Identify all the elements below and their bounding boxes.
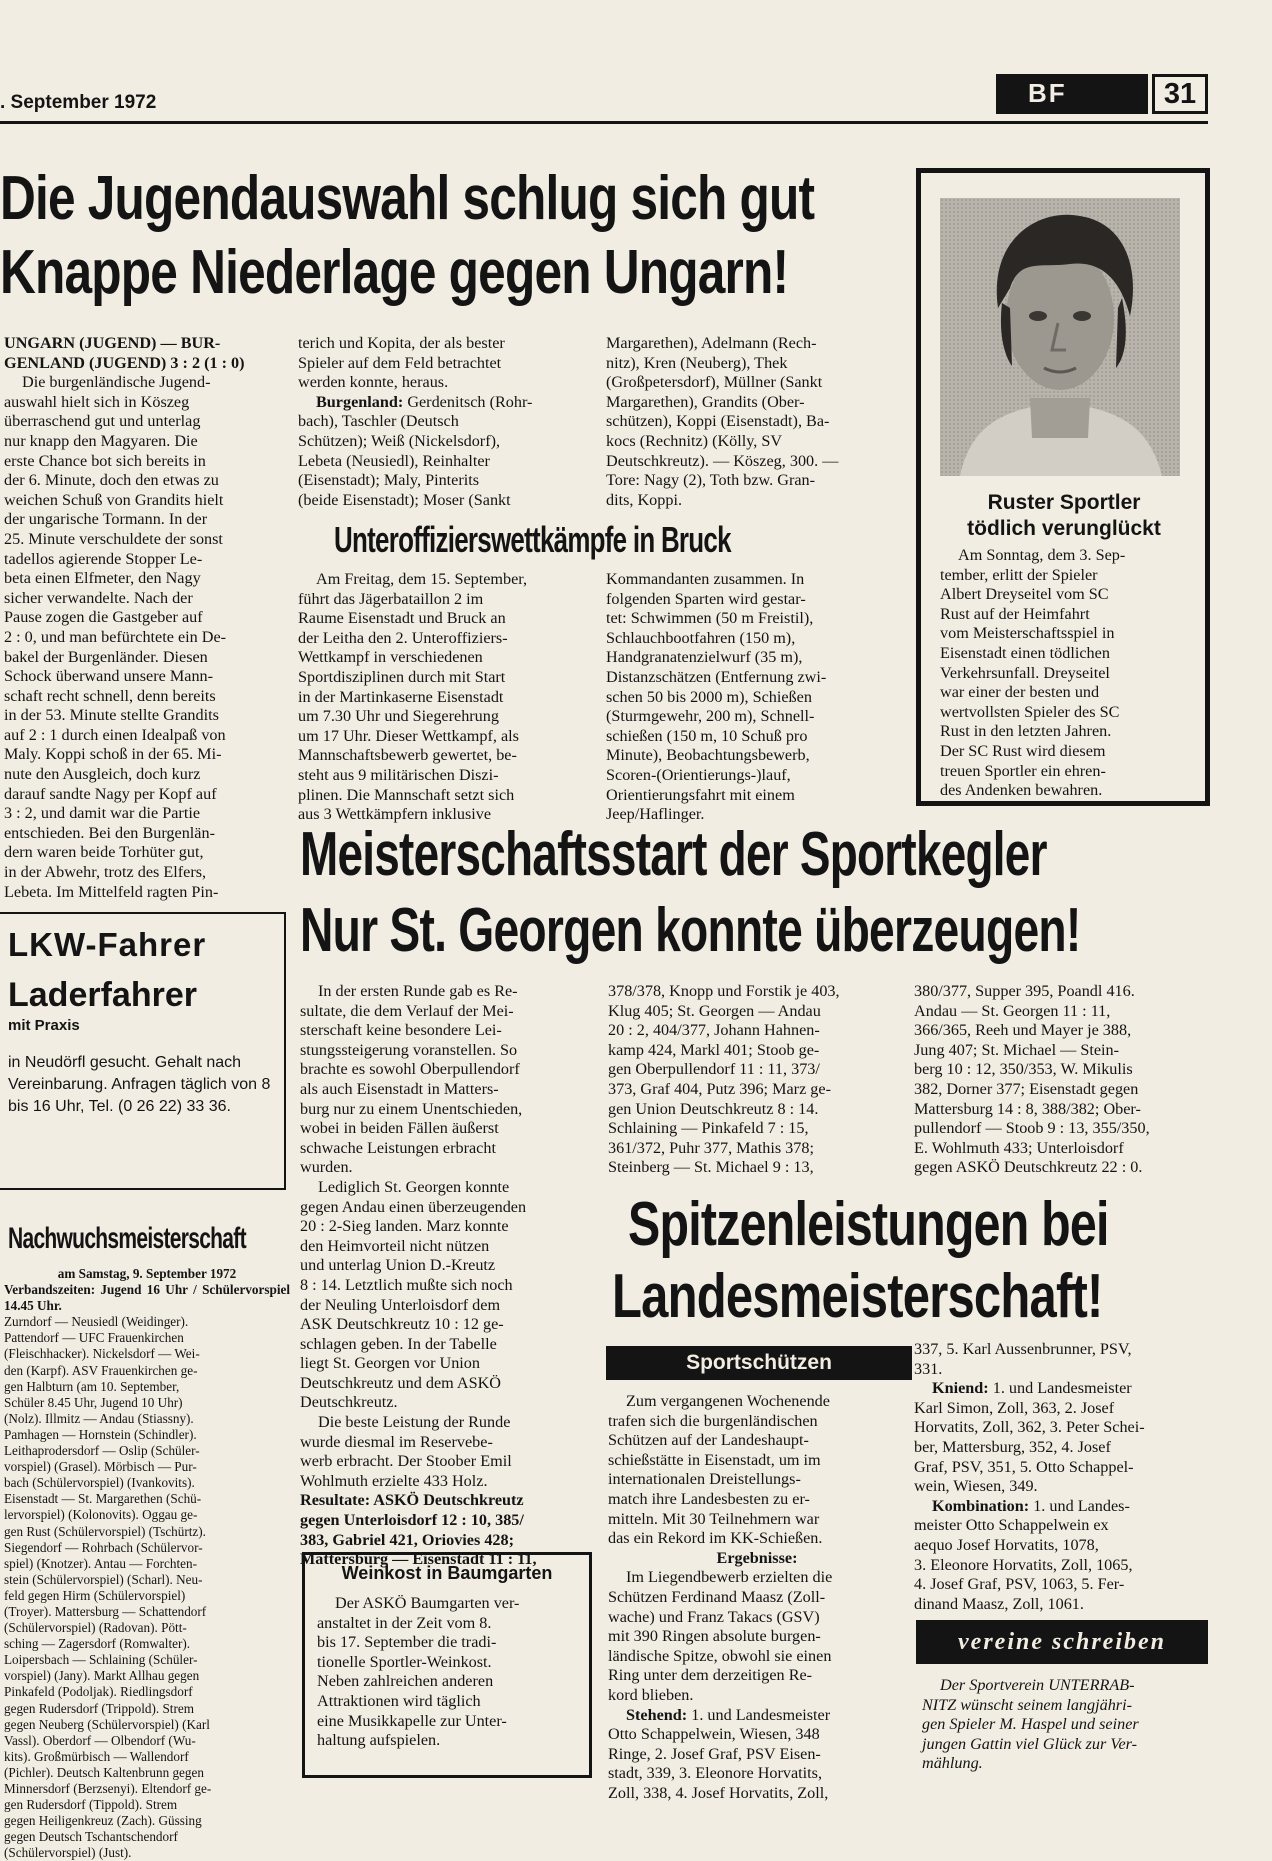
article1-body1: Die burgenländische Jugend- auswahl hielt sich in Köszeg überraschend gut und unterlag nur knapp den Magyaren. Die erste Chance bot sich bereits in der 6. Minute, doch den etwas zu weichen Schuß von Grandits hielt der ungarische Tormann. In der 25. Minute verschuldete der sonst tadellos agierende Stopper Le- beta einen Elfmeter, den Nagy sicher verwandelte. Nach der Pause zogen die Gastgeber auf 2 : 0, und man befürchtete ein De- bakel der Burgenländer. Diesen Schock überwand unsere Mann- schaft recht schnell, denn bereits in der 53. Minute stellte Grandits auf 2 : 1 durch einen Idealpaß von Maly. Koppi schoß in der 65. Mi- nute den Ausgleich, doch kurz darauf sandte Nagy per Kopf auf 3 : 2, und damit war die Partie entschieden. Bei den Burgenlän- dern waren beide Torhüter gut, in der Abwehr, trotz des Elfers, Lebeta. Im Mittelfeld ragten Pin- xyxy=(4,373,227,901)
article2-col2 xyxy=(606,570,906,824)
job-ad xyxy=(0,912,286,1190)
issue-date: . September 1972 xyxy=(0,92,157,113)
headline-spitzenleistungen: Spitzenleistungen bei xyxy=(628,1190,1109,1259)
article4-body1b: Im Liegendbewerb erzielten die Schützen Ferdinand Maasz (Zoll- wache) und Franz Takacs (GSV) mit 390 Ringen absolute burgen- ländische Spitze, obwohl sie einen Ring unter dem derzeitigen Re- kord blieben. xyxy=(608,1568,833,1704)
headline-jugendauswahl: Die Jugendauswahl schlug sich gut xyxy=(0,164,815,233)
headline-unteroffiziere: Unteroffizierswettkämpfe in Bruck xyxy=(334,519,731,560)
nachwuchs-date: am Samstag, 9. September 1972 xyxy=(57,1266,237,1281)
article4-stehend-text: 1. und Landesmeister Otto Schappelwein, Wiesen, 348 Ringe, 2. Josef Graf, PSV Eisen- stadt, 339, 3. Eleonore Horvatits, Zoll, 338, 4. Josef Horvatits, Zoll, xyxy=(608,1705,831,1802)
vereine-text: Der Sportverein UNTERRAB- NITZ wünscht seinem langjähri- gen Spieler M. Haspel und seiner jungen Gattin viel Glück zur Ver- mählung. xyxy=(922,1676,1139,1773)
article4-kniend-text: 1. und Landesmeister Karl Simon, Zoll, 363, 2. Josef Horvatits, Zoll, 362, 3. Peter Schei- ber, Mattersburg, 352, 4. Josef Graf, PSV, 351, 5. Otto Schappel- wein, Wiesen, 349. xyxy=(914,1379,1145,1496)
ad-line3: mit Praxis xyxy=(8,1017,80,1034)
article3-col3 xyxy=(914,982,1208,1182)
article1-col3 xyxy=(606,334,906,509)
article4-kniend-label: Kniend: xyxy=(932,1379,989,1398)
headline-st-georgen: Nur St. Georgen konnte überzeugen! xyxy=(300,896,1081,965)
header-rule xyxy=(0,121,1208,124)
article1-burgenland-label: Burgenland: xyxy=(316,392,404,411)
article4-col2 xyxy=(914,1340,1208,1613)
article3-body1: In der ersten Runde gab es Re- sultate, die dem Verlauf der Mei- sterschaft keine besondere Lei- stungssteigerung voranstellen. So brachte es sowohl Oberpullendorf als auch Eisenstadt in Matters- burg nur zu einem Unentschieden, wobei in beiden Fällen äußerst schwache Leistungen erbracht wurden. xyxy=(300,982,523,1177)
player-photo xyxy=(940,198,1180,476)
headline-kegler: Meisterschaftsstart der Sportkegler xyxy=(300,820,1047,889)
article4-kombination-text: 1. und Landes- meister Otto Schappelwein ex aequo Josef Horvatits, 1078, 3. Eleonore Horvatits, Zoll, 1065, 4. Josef Graf, PSV, 1063, 5. Fer- dinand Maasz, Zoll, 1061. xyxy=(914,1496,1133,1613)
ad-line2: Laderfahrer xyxy=(8,976,197,1014)
article4-body1: Zum vergangenen Wochenende trafen sich die burgenländischen Schützen auf der Landeshaupt- schießstätte in Eisenstadt, um im internationalen Dreistellungs- match ihre Landesbesten zu er- mitteln. Mit 30 Teilnehmern war das ein Rekord im KK-Schießen. xyxy=(608,1392,830,1548)
article1-body2b xyxy=(298,393,594,511)
article2-col1 xyxy=(298,570,594,824)
article2-body1: Am Freitag, dem 15. September, führt das Jägerbataillon 2 im Raume Eisenstadt und Bruck an der Leitha den 2. Unteroffiziers- Wettkampf in verschiedenen Sportdisziplinen durch mit Start in der Martinkaserne Eisenstadt um 7.30 Uhr und Siegerehrung um 17 Uhr. Dieser Wettkampf, als Mannschaftsbewerb gewertet, be- steht aus 9 militärischen Diszi- plinen. Die Mannschaft setzt sich aus 3 Wettkämpfern inklusive xyxy=(298,570,528,824)
article3-col2 xyxy=(608,982,906,1182)
article1-body3: Margarethen), Adelmann (Rech- nitz), Kren (Neuberg), Thek (Großpetersdorf), Müllner (Sankt Margarethen), Grandits (Ober- schützen), Koppi (Eisenstadt), Ba- kocs (Rechnitz) (Kölly, SV Deutschkreutz). — Köszeg, 300. — Tore: Nagy (2), Toth bzw. Gran- dits, Koppi. xyxy=(606,334,839,509)
weinkost-text: Der ASKÖ Baumgarten ver- anstaltet in der Zeit vom 8. bis 17. September die tradi- tionelle Sportler-Weinkost. Neben zahlreichen anderen Attraktionen wird täglich eine Musikkapelle zur Unter- haltung aufspielen. xyxy=(317,1594,520,1750)
nachwuchs-times: Verbandszeiten: Jugend 16 Uhr / Schülervorspiel 14.45 Uhr. xyxy=(4,1282,290,1314)
headline-landesmeisterschaft: Landesmeisterschaft! xyxy=(612,1262,1103,1331)
weinkost-title: Weinkost in Baumgarten xyxy=(341,1563,553,1583)
article3-body1c: Die beste Leistung der Runde wurde diesmal im Reservebe- werb erbracht. Der Stoober Emil Wohlmuth erzielte 433 Holz. xyxy=(300,1413,512,1490)
article1-col1 xyxy=(4,334,286,901)
article3-results: Resultate: ASKÖ Deutschkreutz gegen Unterloisdorf 12 : 10, 385/ 383, Gabriel 421, Oriovies 428; Mattersburg — Eisenstadt 11 : 11, xyxy=(300,1491,537,1569)
article2-body2: Kommandanten zusammen. In folgenden Sparten wird gestar- tet: Schwimmen (50 m Freistil), Schlauchbootfahren (150 m), Handgranatenzielwurf (35 m), Distanzschätzen (Entfernung zwi- schen 50 bis 2000 m), Schießen (Sturmgewehr, 200 m), Schnell- schießen (150 m, 10 Schuß pro Minute), Beobachtungsbewerb, Scoren-(Orientierungs-)lauf, Orientierungsfahrt mit einem Jeep/Haflinger. xyxy=(606,570,827,824)
ad-line4: in Neudörfl gesucht. Gehalt nach Vereinbarung. Anfragen täglich von 8 bis 16 Uhr, Tel. (0 26 22) 33 36. xyxy=(8,1054,271,1115)
article1-body2a: terich und Kopita, der als bester Spieler auf dem Feld betrachtet werden konnte, heraus. xyxy=(298,334,505,392)
article3-body3: 380/377, Supper 395, Poandl 416. Andau — St. Georgen 11 : 11, 366/365, Reeh und Mayer je 388, Jung 407; St. Michael — Stein- berg 10 : 12, 350/353, W. Mikulis 382, Dorner 377; Eisenstadt gegen Mattersburg 14 : 8, 388/382; Ober- pullendorf — Stoob 9 : 13, 355/350, E. Wohlmuth 433; Unterloisdorf gegen ASKÖ Deutschkreutz 22 : 0. xyxy=(914,982,1150,1177)
weinkost-box xyxy=(302,1552,592,1778)
nachwuchs-body xyxy=(4,1266,290,1861)
nachwuchs-fixtures: Zurndorf — Neusiedl (Weidinger). Pattendorf — UFC Frauenkirchen (Fleischhacker). Nickelsdorf — Wei- den (Karpf). ASV Frauenkirchen ge- gen Halbturn (am 10. September, Schüler 8.45 Uhr, Jugend 10 Uhr) (Nolz). Illmitz — Andau (Stiassny). Pamhagen — Hornstein (Schindler). Leithaprodersdorf — Oslip (Schüler- vorspiel) (Grasel). Mörbisch — Pur- bach (Schülervorspiel) (Ivankovits). Eisenstadt — St. Margarethen (Schü- lervorspiel) (Kolonovits). Oggau ge- gen Rust (Schülervorspiel) (Tschürtz). Siegendorf — Rohrbach (Schülervor- spiel) (Knotzer). Antau — Forchten- stein (Schülervorspiel) (Scharl). Neu- feld gegen Hirm (Schülervorspiel) (Troyer). Mattersburg — Schattendorf (Schülervorspiel) (Radovan). Pött- sching — Zagersdorf (Romwalter). Loipersbach — Schlaining (Schüler- vorspiel) (Jany). Markt Allhau gegen Pinkafeld (Podoljak). Riedlingsdorf gegen Rudersdorf (Trippold). Strem gegen Neuberg (Schülervorspiel) (Karl Vassl). Oberdorf — Olbendorf (Wu- kits). Großmürbisch — Wallendorf (Pichler). Deutsch Kaltenbrunn gegen Minnersdorf (Berzsenyi). Eltendorf ge- gen Rudersdorf (Tippold). Strem gegen Heiligenkreuz (Zach). Güssing gegen Deutsch Tschantschendorf (Schülervorspiel) (Just). xyxy=(4,1314,212,1861)
article1-lead: UNGARN (JUGEND) — BUR- GENLAND (JUGEND) 3 : 2 (1 : 0) xyxy=(4,334,245,372)
article4-results-label: Ergebnisse: xyxy=(716,1548,798,1567)
ad-line1: LKW-Fahrer xyxy=(8,926,207,963)
article1-col2 xyxy=(298,334,594,509)
obituary-text: Am Sonntag, dem 3. Sep- tember, erlitt der Spieler Albert Dreyseitel vom SC Rust auf der Heimfahrt vom Meisterschaftsspiel in Eisenstadt einen tödlichen Verkehrsunfall. Dreyseitel war einer der besten und wertvollsten Spieler des SC Rust in den letzten Jahren. Der SC Rust wird diesem treuen Sportler ein ehren- des Andenken bewahren. xyxy=(940,546,1126,800)
article1-burgenland-text: Gerdenitsch (Rohr- bach), Taschler (Deutsch Schützen); Weiß (Nickelsdorf), Lebeta (Neusiedl), Reinhalter (Eisenstadt); Maly, Pinterits (beide Eisenstadt); Moser (Sankt xyxy=(298,392,533,509)
article4-body2a: 337, 5. Karl Aussenbrunner, PSV, 331. xyxy=(914,1340,1132,1378)
article3-body2: 378/378, Knopp und Forstik je 403, Klug 405; St. Georgen — Andau 20 : 2, 404/377, Johann Hahnen- kamp 424, Markl 401; Stoob ge- gen Oberpullendorf 11 : 11, 373/ 373, Graf 404, Putz 396; Marz ge- gen Union Deutschkreutz 8 : 14. Schlaining — Pinkafeld 7 : 15, 361/372, Puhr 377, Mathis 378; Steinberg — St. Michael 9 : 13, xyxy=(608,982,840,1177)
section-label: BF xyxy=(996,74,1148,114)
article4-kombination-label: Kombination: xyxy=(932,1496,1030,1515)
article3-body1b: Lediglich St. Georgen konnte gegen Andau einen überzeugenden 20 : 2-Sieg landen. Marz konnte den Heimvorteil nicht nützen und unterlag Union D.-Kreutz 8 : 14. Letztlich mußte sich noch der Neuling Unterloisdorf dem ASK Deutschkreutz 10 : 12 ge- schlagen geben. In der Tabelle liegt St. Georgen vor Union Deutschkreutz und dem ASKÖ Deutschkreutz. xyxy=(300,1177,527,1412)
headline-ungarn: Knappe Niederlage gegen Ungarn! xyxy=(0,238,789,307)
sportschuetzen-banner: Sportschützen xyxy=(606,1346,912,1380)
page-number: 31 xyxy=(1152,74,1208,114)
obituary-headline: Ruster Sportler tödlich verunglückt xyxy=(967,491,1161,540)
article4-col1 xyxy=(608,1392,906,1802)
headline-nachwuchs: Nachwuchsmeisterschaft xyxy=(8,1222,246,1255)
article4-stehend-label: Stehend: xyxy=(626,1705,688,1724)
portrait-image xyxy=(940,198,1180,476)
vereine-banner: vereine schreiben xyxy=(916,1620,1208,1664)
article3-col1 xyxy=(300,982,596,1569)
